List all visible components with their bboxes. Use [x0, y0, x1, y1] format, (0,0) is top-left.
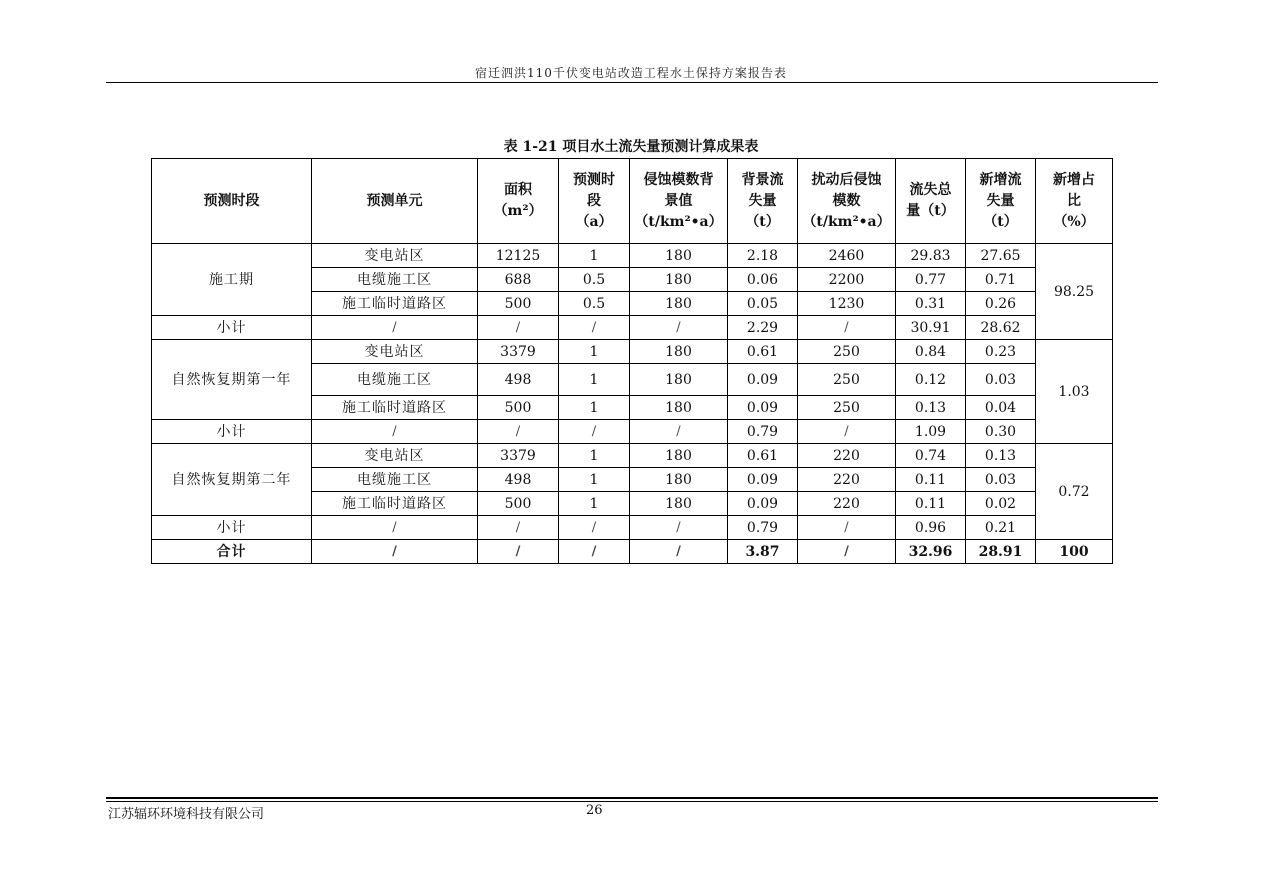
total-loss-cell: 0.31 [896, 292, 966, 316]
duration-cell: 1 [559, 396, 630, 420]
period-cell: 自然恢复期第二年 [152, 444, 312, 516]
new-loss-cell: 27.65 [966, 244, 1036, 268]
footer-divider [106, 797, 1158, 799]
bg-loss-cell: 0.06 [728, 268, 798, 292]
unit-cell: 施工临时道路区 [312, 396, 478, 420]
col-header-disturbed-modulus: 扰动后侵蚀 模数 （t/km²•a） [798, 159, 896, 244]
new-loss-cell: 0.21 [966, 516, 1036, 540]
col-header-period: 预测时段 [152, 159, 312, 244]
col-header-total-loss: 流失总 量（t） [896, 159, 966, 244]
disturbed-modulus-cell: / [798, 516, 896, 540]
total-row [152, 540, 1113, 564]
duration-cell: 1 [559, 244, 630, 268]
disturbed-modulus-cell: 2460 [798, 244, 896, 268]
table-row [152, 340, 1113, 364]
bg-loss-cell: 0.79 [728, 420, 798, 444]
header-divider [106, 82, 1158, 83]
new-loss-cell: 0.02 [966, 492, 1036, 516]
duration-cell: 1 [559, 364, 630, 396]
bg-modulus-cell: 180 [630, 468, 728, 492]
area-cell: 3379 [478, 340, 559, 364]
area-cell: / [478, 540, 559, 564]
unit-cell: / [312, 540, 478, 564]
col-header-area: 面积 （m²） [478, 159, 559, 244]
unit-cell: 施工临时道路区 [312, 292, 478, 316]
disturbed-modulus-cell: 2200 [798, 268, 896, 292]
bg-modulus-cell: 180 [630, 340, 728, 364]
area-cell: / [478, 516, 559, 540]
new-loss-cell: 0.04 [966, 396, 1036, 420]
total-loss-cell: 29.83 [896, 244, 966, 268]
new-loss-cell: 28.91 [966, 540, 1036, 564]
bg-loss-cell: 0.09 [728, 492, 798, 516]
unit-cell: 变电站区 [312, 340, 478, 364]
area-cell: 500 [478, 396, 559, 420]
unit-cell: 电缆施工区 [312, 268, 478, 292]
area-cell: 3379 [478, 444, 559, 468]
new-loss-cell: 0.13 [966, 444, 1036, 468]
unit-cell: / [312, 316, 478, 340]
unit-cell: 电缆施工区 [312, 364, 478, 396]
total-loss-cell: 0.96 [896, 516, 966, 540]
bg-loss-cell: 0.61 [728, 444, 798, 468]
col-header-new-loss: 新增流 失量 （t） [966, 159, 1036, 244]
table-header-row [152, 159, 1113, 244]
subtotal-row [152, 420, 1113, 444]
soil-loss-table [151, 158, 1113, 564]
col-header-bg-modulus: 侵蚀模数背 景值 （t/km²•a） [630, 159, 728, 244]
bg-loss-cell: 0.61 [728, 340, 798, 364]
unit-cell: 施工临时道路区 [312, 492, 478, 516]
disturbed-modulus-cell: 220 [798, 492, 896, 516]
period-cell: 自然恢复期第一年 [152, 340, 312, 420]
total-loss-cell: 0.74 [896, 444, 966, 468]
unit-cell: 变电站区 [312, 244, 478, 268]
disturbed-modulus-cell: 220 [798, 444, 896, 468]
bg-modulus-cell: / [630, 516, 728, 540]
total-loss-cell: 1.09 [896, 420, 966, 444]
bg-loss-cell: 2.18 [728, 244, 798, 268]
bg-modulus-cell: 180 [630, 364, 728, 396]
share-cell: 0.72 [1036, 444, 1113, 540]
duration-cell: 1 [559, 468, 630, 492]
disturbed-modulus-cell: / [798, 420, 896, 444]
table-title: 表 1-21 项目水土流失量预测计算成果表 [503, 139, 759, 155]
unit-cell: 变电站区 [312, 444, 478, 468]
area-cell: 12125 [478, 244, 559, 268]
subtotal-row [152, 516, 1113, 540]
total-loss-cell: 0.84 [896, 340, 966, 364]
area-cell: / [478, 316, 559, 340]
duration-cell: / [559, 420, 630, 444]
duration-cell: 0.5 [559, 292, 630, 316]
share-cell: 100 [1036, 540, 1113, 564]
area-cell: 498 [478, 468, 559, 492]
new-loss-cell: 0.71 [966, 268, 1036, 292]
unit-cell: / [312, 516, 478, 540]
total-label: 合计 [152, 540, 312, 564]
total-loss-cell: 30.91 [896, 316, 966, 340]
bg-loss-cell: 0.09 [728, 468, 798, 492]
new-loss-cell: 0.03 [966, 364, 1036, 396]
subtotal-label: 小计 [152, 516, 312, 540]
disturbed-modulus-cell: 250 [798, 396, 896, 420]
footer-company: 江苏辐环环境科技有限公司 [108, 807, 265, 822]
disturbed-modulus-cell: / [798, 540, 896, 564]
duration-cell: / [559, 316, 630, 340]
disturbed-modulus-cell: 250 [798, 364, 896, 396]
subtotal-row [152, 316, 1113, 340]
new-loss-cell: 0.23 [966, 340, 1036, 364]
total-loss-cell: 0.11 [896, 468, 966, 492]
unit-cell: / [312, 420, 478, 444]
duration-cell: / [559, 540, 630, 564]
duration-cell: 1 [559, 444, 630, 468]
table-row [152, 444, 1113, 468]
total-loss-cell: 0.12 [896, 364, 966, 396]
table-row [152, 244, 1113, 268]
new-loss-cell: 0.26 [966, 292, 1036, 316]
duration-cell: / [559, 516, 630, 540]
share-cell: 1.03 [1036, 340, 1113, 444]
col-header-duration: 预测时 段 （a） [559, 159, 630, 244]
total-loss-cell: 0.11 [896, 492, 966, 516]
bg-loss-cell: 0.09 [728, 396, 798, 420]
col-header-unit: 预测单元 [312, 159, 478, 244]
area-cell: / [478, 420, 559, 444]
footer-divider-thin [106, 801, 1158, 802]
unit-cell: 电缆施工区 [312, 468, 478, 492]
area-cell: 500 [478, 492, 559, 516]
total-loss-cell: 0.13 [896, 396, 966, 420]
duration-cell: 1 [559, 340, 630, 364]
bg-modulus-cell: 180 [630, 444, 728, 468]
bg-modulus-cell: / [630, 540, 728, 564]
new-loss-cell: 28.62 [966, 316, 1036, 340]
subtotal-label: 小计 [152, 420, 312, 444]
new-loss-cell: 0.03 [966, 468, 1036, 492]
col-header-bg-loss: 背景流 失量 （t） [728, 159, 798, 244]
total-loss-cell: 32.96 [896, 540, 966, 564]
bg-loss-cell: 0.79 [728, 516, 798, 540]
bg-modulus-cell: 180 [630, 268, 728, 292]
bg-loss-cell: 3.87 [728, 540, 798, 564]
duration-cell: 0.5 [559, 268, 630, 292]
bg-modulus-cell: 180 [630, 292, 728, 316]
period-cell: 施工期 [152, 244, 312, 316]
bg-loss-cell: 2.29 [728, 316, 798, 340]
page-header: 宿迁泗洪110千伏变电站改造工程水土保持方案报告表 [475, 66, 787, 80]
col-header-new-share: 新增占 比 （%） [1036, 159, 1113, 244]
bg-modulus-cell: / [630, 316, 728, 340]
bg-modulus-cell: 180 [630, 244, 728, 268]
disturbed-modulus-cell: / [798, 316, 896, 340]
area-cell: 498 [478, 364, 559, 396]
new-loss-cell: 0.30 [966, 420, 1036, 444]
bg-modulus-cell: / [630, 420, 728, 444]
disturbed-modulus-cell: 220 [798, 468, 896, 492]
disturbed-modulus-cell: 1230 [798, 292, 896, 316]
bg-modulus-cell: 180 [630, 492, 728, 516]
total-loss-cell: 0.77 [896, 268, 966, 292]
bg-modulus-cell: 180 [630, 396, 728, 420]
share-cell: 98.25 [1036, 244, 1113, 340]
bg-loss-cell: 0.09 [728, 364, 798, 396]
area-cell: 688 [478, 268, 559, 292]
duration-cell: 1 [559, 492, 630, 516]
bg-loss-cell: 0.05 [728, 292, 798, 316]
area-cell: 500 [478, 292, 559, 316]
disturbed-modulus-cell: 250 [798, 340, 896, 364]
page-number: 26 [586, 803, 603, 818]
subtotal-label: 小计 [152, 316, 312, 340]
